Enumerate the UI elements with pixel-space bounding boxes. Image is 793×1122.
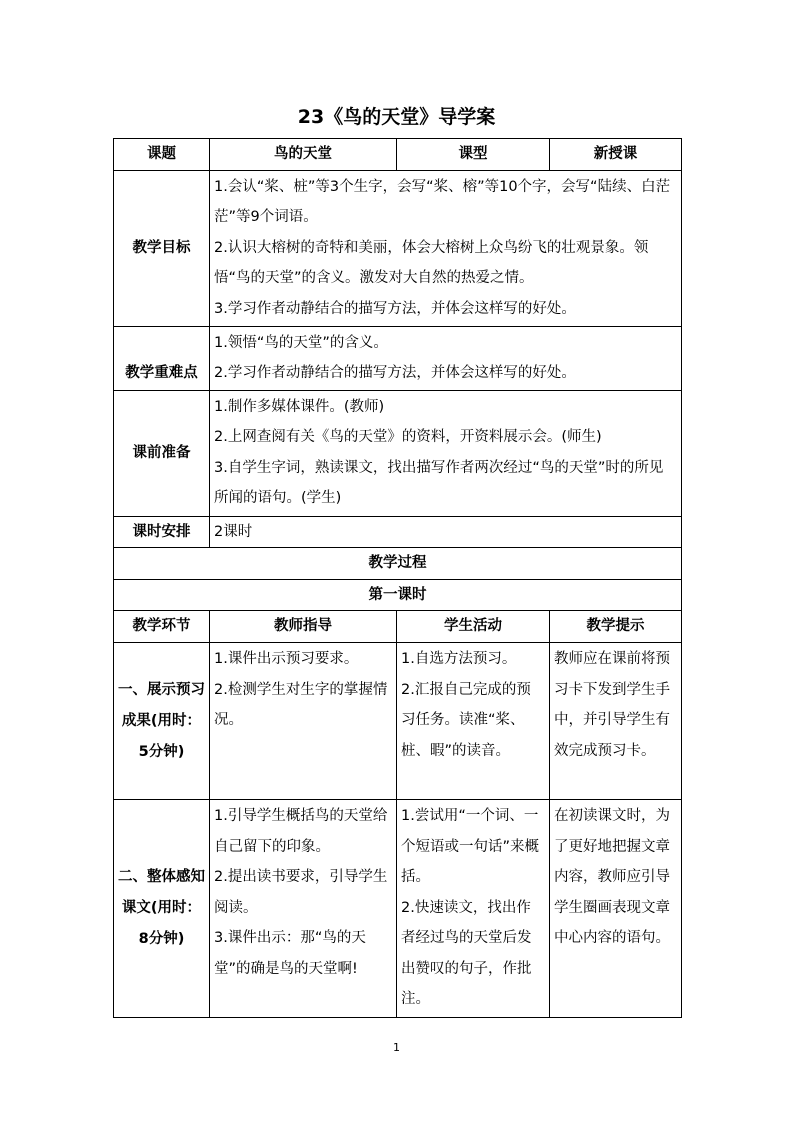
subject-value: 鸟的天堂 — [210, 139, 397, 171]
goals-row — [114, 170, 682, 326]
process-title: 教学过程 — [114, 548, 682, 580]
preparation-label: 课前准备 — [114, 390, 210, 516]
teacher-line: 3.课件出示：那“鸟的天堂”的确是鸟的天堂啊! — [214, 930, 366, 977]
lesson-title: 第一课时 — [114, 579, 682, 611]
teacher-line: 2.提出读书要求，引导学生阅读。 — [214, 869, 388, 916]
page-number: 1 — [393, 1041, 400, 1054]
table-row — [114, 643, 682, 800]
key-points-row — [114, 326, 682, 390]
process-title-row — [114, 548, 682, 580]
preparation-row — [114, 390, 682, 516]
column-header: 学生活动 — [397, 611, 550, 643]
tip-cell: 教师应在课前将预习卡下发到学生手中，并引导学生有效完成预习卡。 — [550, 643, 682, 800]
type-value: 新授课 — [550, 139, 682, 171]
goals-content — [210, 170, 682, 326]
schedule-row — [114, 516, 682, 548]
goal-line: 2.认识大榕树的奇特和美丽，体会大榕树上众鸟纷飞的壮观景象。领悟“鸟的天堂”的含义。激发对大自然的热爱之情。 — [214, 239, 649, 286]
document-title: 23《鸟的天堂》导学案 — [297, 106, 496, 128]
preparation-line: 2.上网查阅有关《鸟的天堂》的资料，开资料展示会。(师生) — [214, 429, 602, 445]
teacher-cell — [210, 800, 397, 1018]
column-header: 教师指导 — [210, 611, 397, 643]
student-line: 1.尝试用“一个词、一个短语或一句话”来概括。 — [401, 808, 540, 885]
schedule-value: 2课时 — [210, 516, 682, 548]
preparation-line: 3.自学生字词，熟读课文，找出描写作者两次经过“鸟的天堂”时的所见所闻的语句。(学生) — [214, 459, 664, 506]
header-row — [114, 139, 682, 171]
goal-line: 3.学习作者动静结合的描写方法，并体会这样写的好处。 — [214, 300, 576, 317]
teacher-line: 2.检测学生对生字的掌握情况。 — [214, 681, 388, 728]
stage-cell: 二、整体感知课文(用时：8分钟) — [114, 800, 210, 1018]
label-type: 课型 — [397, 139, 550, 171]
preparation-content — [210, 390, 682, 516]
stage-cell: 一、展示预习成果(用时：5分钟) — [114, 643, 210, 800]
student-cell — [397, 800, 550, 1018]
tip-cell: 在初读课文时，为了更好地把握文章内容，教师应引导学生圈画表现文章中心内容的语句。 — [550, 800, 682, 1018]
preparation-line: 1.制作多媒体课件。(教师) — [214, 398, 385, 415]
column-header: 教学提示 — [550, 611, 682, 643]
schedule-label: 课时安排 — [114, 516, 210, 548]
key-point-line: 2.学习作者动静结合的描写方法，并体会这样写的好处。 — [214, 365, 576, 381]
student-line: 2.快速读文，找出作者经过鸟的天堂后发出赞叹的句子，作批注。 — [401, 899, 532, 1007]
key-points-label: 教学重难点 — [114, 326, 210, 390]
column-header: 教学环节 — [114, 611, 210, 643]
student-cell — [397, 643, 550, 800]
lesson-plan-table — [113, 138, 682, 1018]
goals-label: 教学目标 — [114, 170, 210, 326]
teacher-line: 1.引导学生概括鸟的天堂给自己留下的印象。 — [214, 808, 388, 855]
key-points-content — [210, 326, 682, 390]
goal-line: 1.会认“桨、桩”等3个生字，会写“桨、榕”等10个字，会写“陆续、白茫茫”等9个词语。 — [214, 178, 671, 225]
column-header-row — [114, 611, 682, 643]
key-point-line: 1.领悟“鸟的天堂”的含义。 — [214, 334, 388, 351]
student-line: 1.自选方法预习。 — [401, 651, 517, 667]
lesson-title-row — [114, 579, 682, 611]
table-row — [114, 800, 682, 1018]
label-subject: 课题 — [114, 139, 210, 171]
teacher-line: 1.课件出示预习要求。 — [214, 651, 359, 667]
student-line: 2.汇报自己完成的预习任务。读准“桨、桩、暇”的读音。 — [401, 681, 531, 759]
teacher-cell — [210, 643, 397, 800]
